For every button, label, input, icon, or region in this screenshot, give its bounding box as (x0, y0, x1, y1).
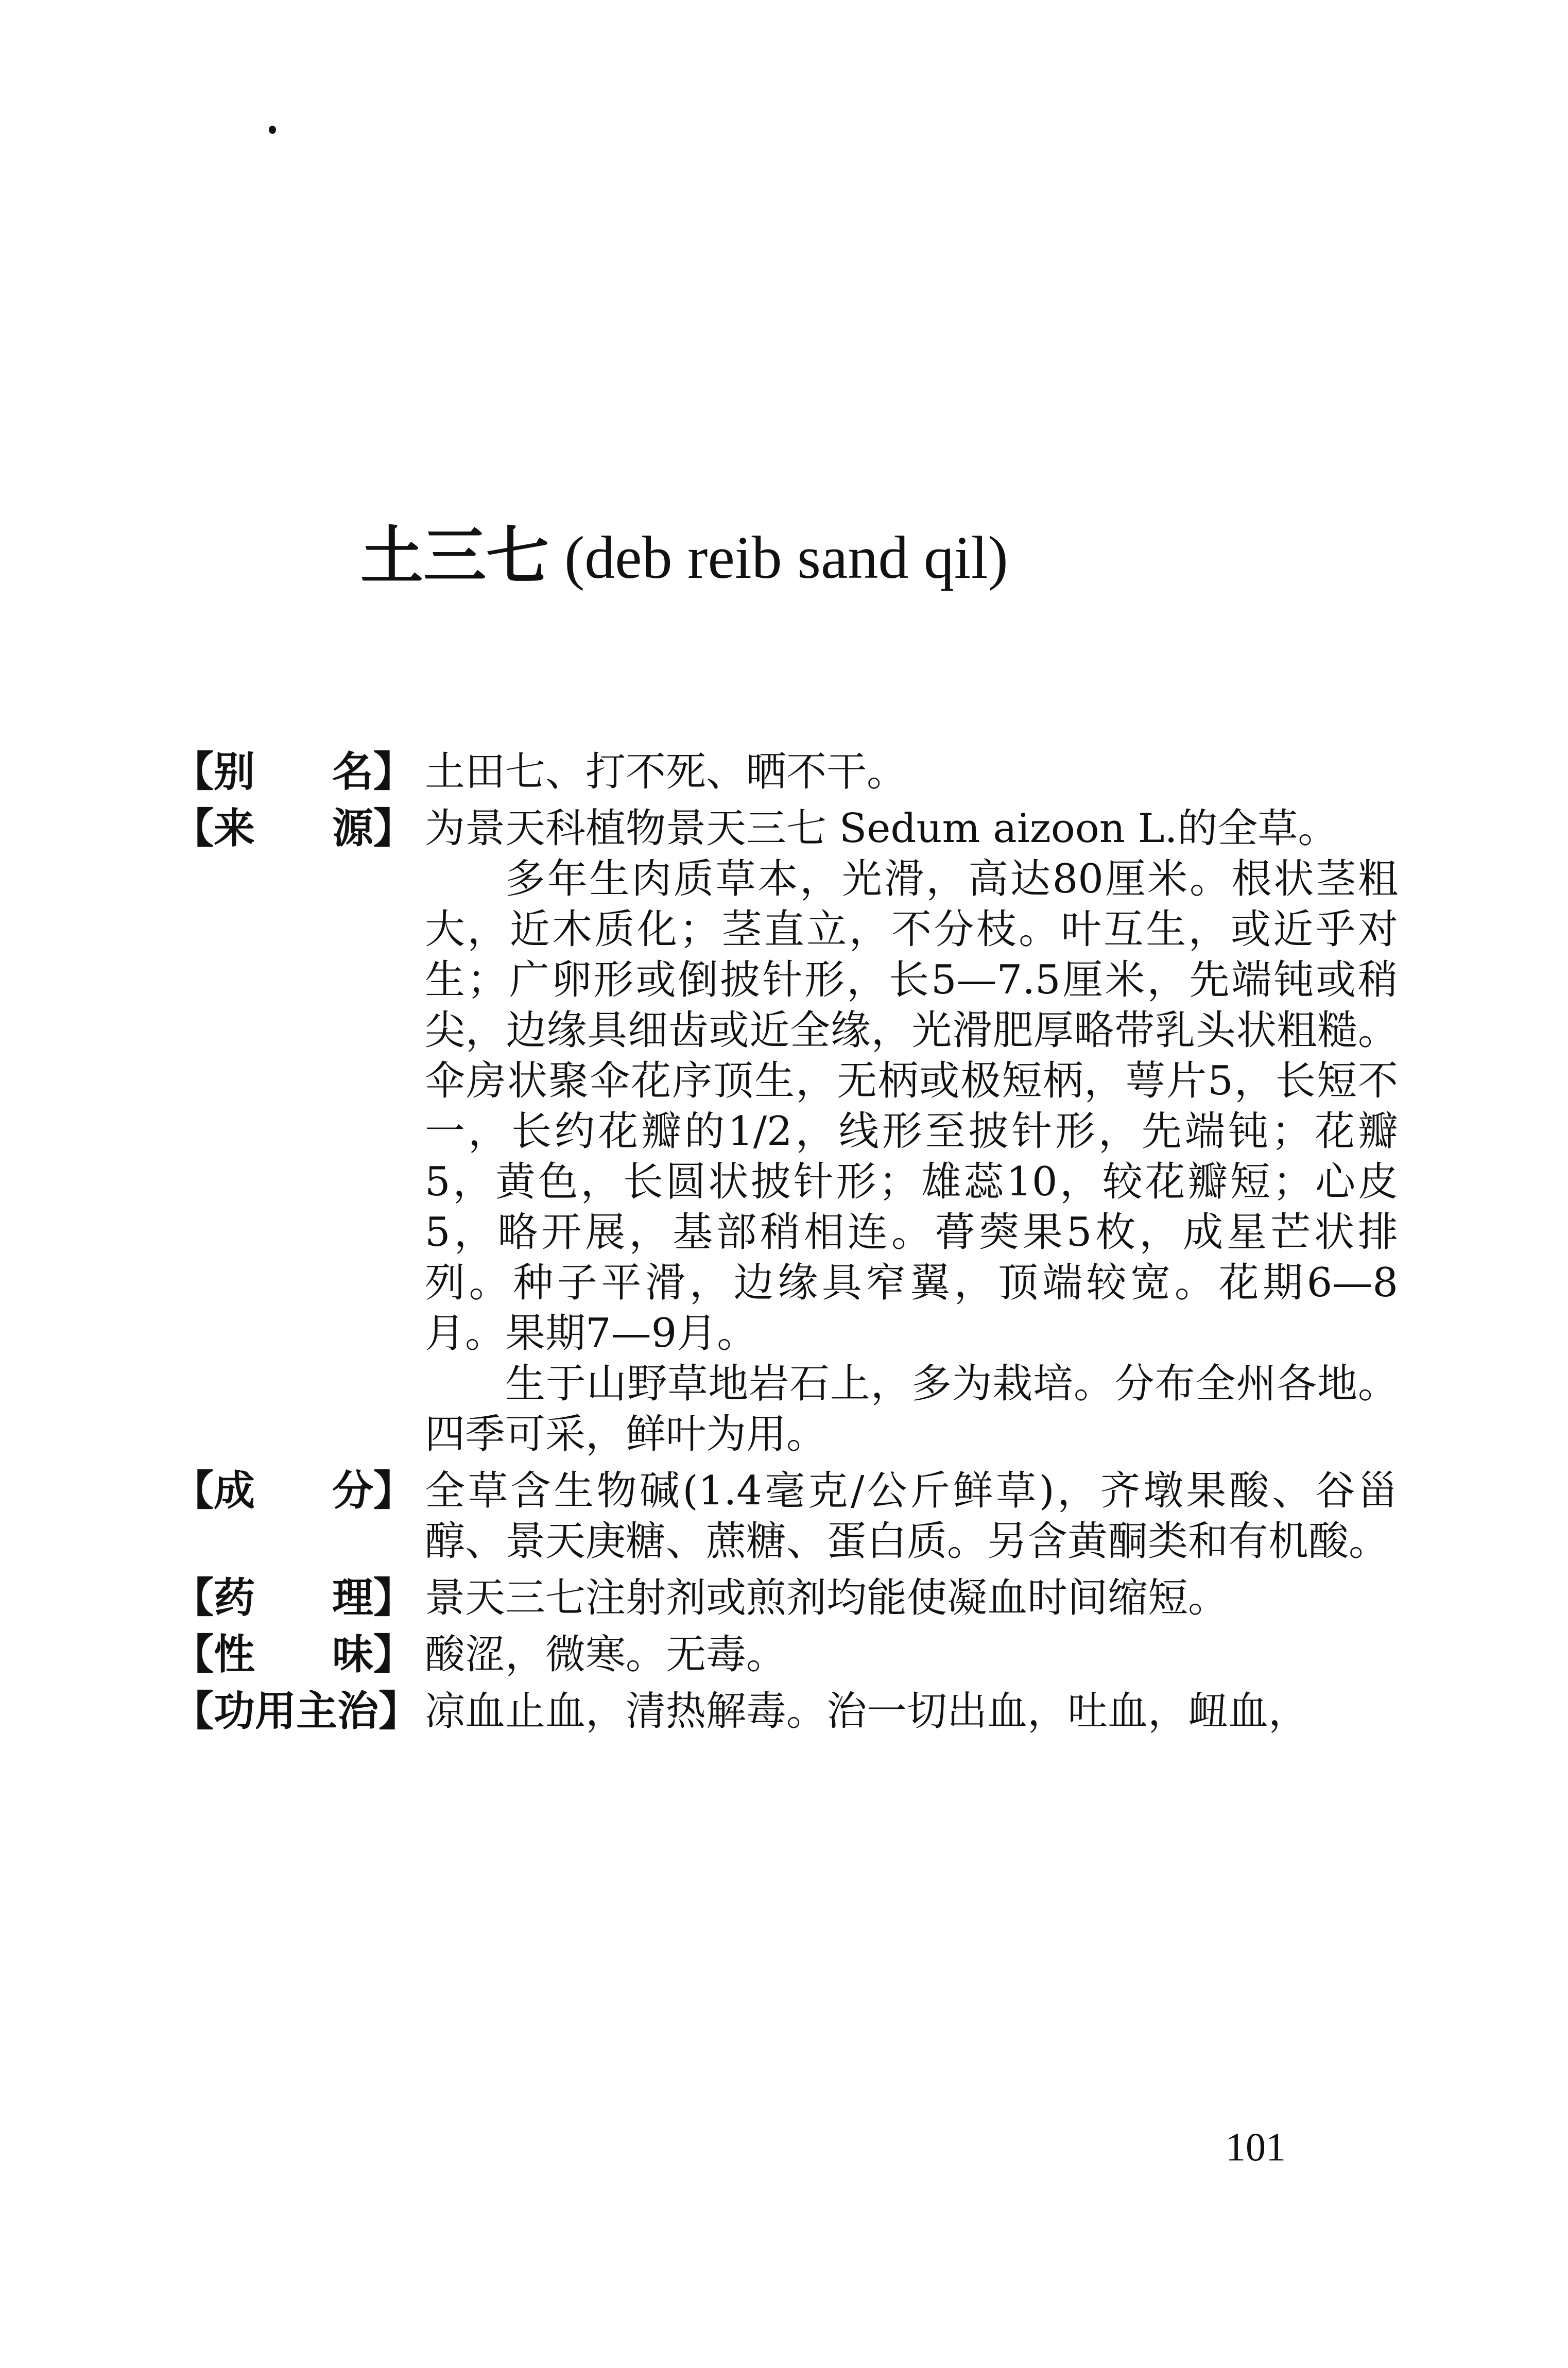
section-components (173, 1466, 1398, 1567)
section-label-pharmacology: 【药 理】 (173, 1574, 415, 1622)
components-text: 全草含生物碱(1.4毫克/公斤鲜草)，齐墩果酸、谷甾醇、景天庚糖、蔗糖、蛋白质。另含黄酮类和有机酸。 (425, 1468, 1398, 1565)
title-pinyin: (deb reib sand qil) (564, 524, 1008, 591)
section-label-functions: 【功用主治】 (173, 1687, 420, 1735)
section-label-alias: 【别 名】 (173, 748, 415, 796)
section-label-properties: 【性 味】 (173, 1631, 415, 1678)
scan-speck (269, 126, 276, 134)
alias-text: 土田七、打不死、晒不干。 (425, 749, 907, 795)
source-text: 为景天科植物景天三七 Sedum aizoon L.的全草。 (425, 805, 1338, 852)
source-content (425, 803, 1398, 1460)
section-alias (173, 747, 1398, 797)
section-functions (173, 1686, 1398, 1737)
entry-title (360, 515, 1008, 599)
section-pharmacology (173, 1573, 1398, 1623)
page-number: 101 (1226, 2124, 1286, 2169)
entry-body (173, 747, 1398, 1737)
section-source (173, 803, 1398, 1460)
habitat-paragraph: 生于山野草地岩石上，多为栽培。分布全州各地。四季可采，鲜叶为用。 (425, 1361, 1398, 1457)
section-label-source: 【来 源】 (173, 804, 415, 852)
description-paragraph: 多年生肉质草本，光滑，高达80厘米。根状茎粗大，近木质化；茎直立，不分枝。叶互生，或近乎对生；广卵形或倒披针形，长5—7.5厘米，先端钝或稍尖，边缘具细齿或近全缘，光滑肥厚略带乳头状粗糙。伞房状聚伞花序顶生，无柄或极短柄，萼片5，长短不一，长约花瓣的1/2，线形至披针形，先端钝；花瓣5，黄色，长圆状披针形；雄蕊10，较花瓣短；心皮5，略开展，基部稍相连。蓇葖果5枚，成星芒状排列。种子平滑，边缘具窄翼，顶端较宽。花期6—8月。果期7—9月。 (425, 856, 1398, 1357)
section-label-components: 【成 分】 (173, 1467, 415, 1515)
section-properties (173, 1629, 1398, 1680)
properties-text: 酸涩，微寒。无毒。 (425, 1632, 787, 1678)
title-chinese: 土三七 (360, 520, 549, 593)
pharmacology-text: 景天三七注射剂或煎剂均能使凝血时间缩短。 (425, 1575, 1229, 1621)
functions-text: 凉血止血，清热解毒。治一切出血，吐血，衄血， (425, 1688, 1309, 1735)
